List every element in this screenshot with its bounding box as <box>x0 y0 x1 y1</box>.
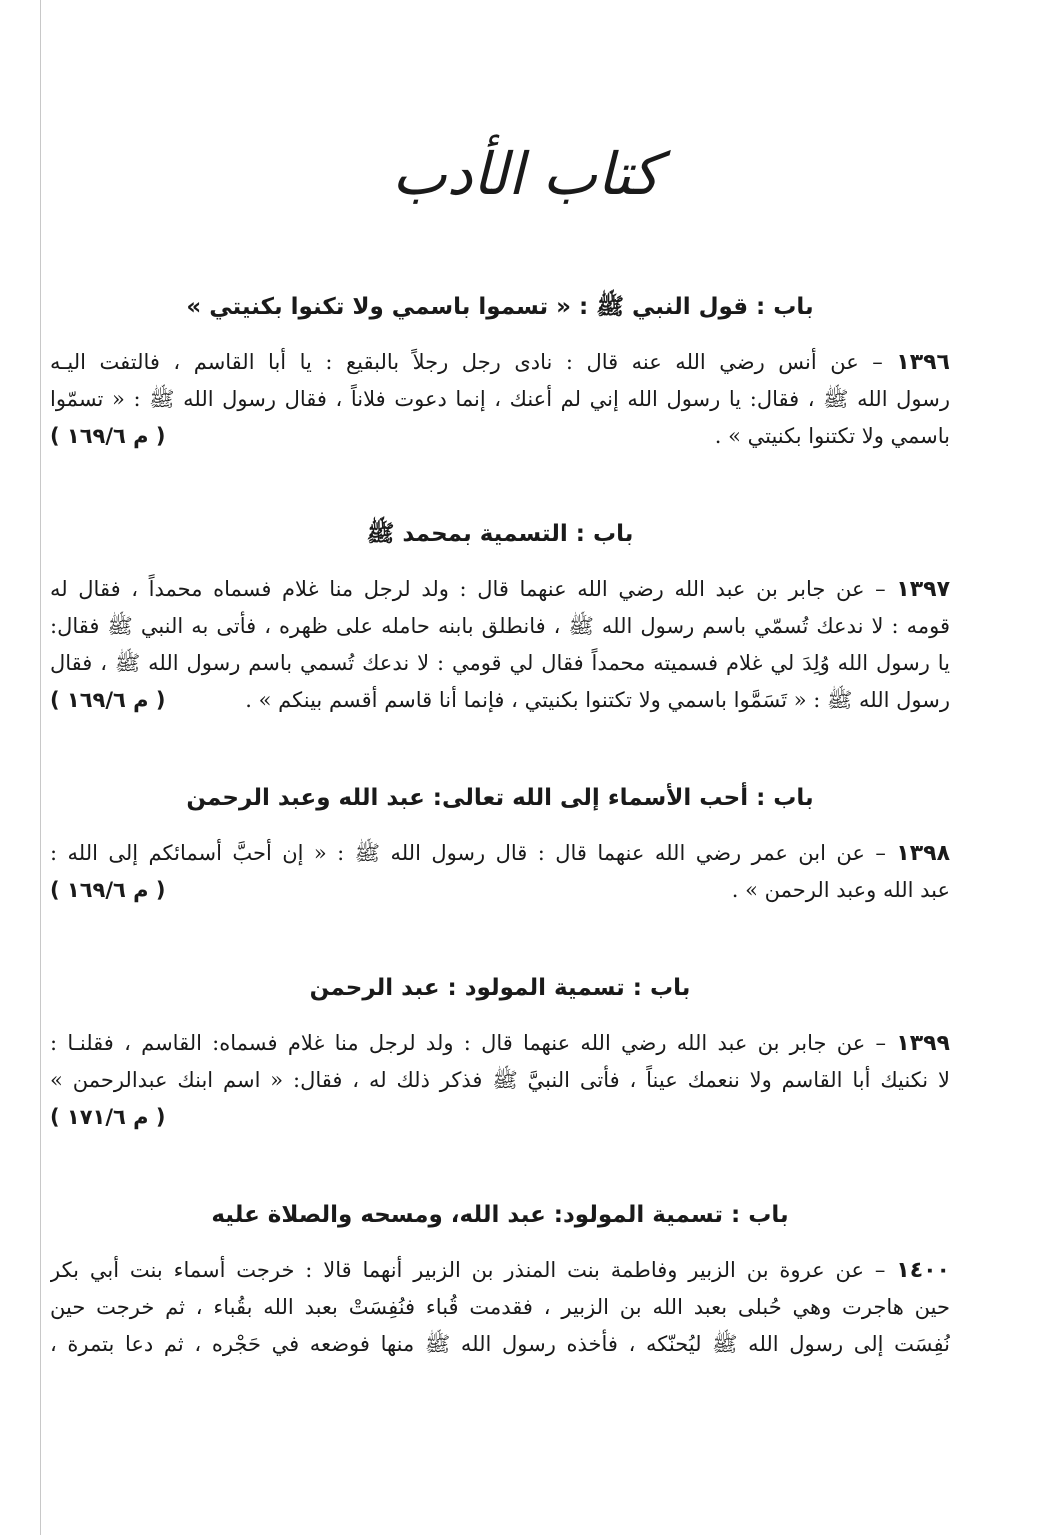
line-text: حين هاجرت وهي حُبلى بعبد الله بن الزبير ، فقدمت قُباء فنُفِسَتْ بعبد الله بقُباء ، ثم خرجت حين <box>50 1295 950 1319</box>
section-1399 <box>50 971 950 1136</box>
hadith-text <box>50 1025 950 1136</box>
chapter-heading: باب : قول النبي ﷺ : « تسموا باسمي ولا تكنوا بكنيتي » <box>186 294 814 320</box>
line-text: – عن أنس رضي الله عنه قال : نادى رجل رجلاً بالبقيع : يا أبا القاسم ، فالتفت اليـه <box>50 350 883 374</box>
hadith-text <box>50 344 950 455</box>
hadith-text <box>50 1252 950 1363</box>
hadith-line <box>50 418 950 455</box>
line-text: – عن عروة بن الزبير وفاطمة بنت المنذر بن الزبير أنهما قالا : خرجت أسماء بنت أبي بكر <box>50 1258 886 1282</box>
hadith-line <box>50 1025 950 1062</box>
hadith-line <box>50 1252 950 1289</box>
hadith-number: ١٤٠٠ <box>896 1258 950 1283</box>
chapter-heading: باب : أحب الأسماء إلى الله تعالى: عبد الله وعبد الرحمن <box>186 785 814 811</box>
hadith-line <box>50 1326 950 1363</box>
hadith-line <box>50 571 950 608</box>
source-reference: ( م ١٦٩/٦ ) <box>50 688 166 712</box>
line-text: – عن جابر بن عبد الله رضي الله عنهما قال : ولد لرجل منا غلام فسماه: القاسم ، فقلنـا : <box>50 1031 887 1055</box>
hadith-number: ١٣٩٦ <box>896 350 950 375</box>
line-text: قومه : لا ندعك تُسمّي باسم رسول الله ﷺ ، فانطلق بابنه حامله على ظهره ، فأتى به النبي ﷺ فقال: <box>50 614 950 638</box>
line-text: نُفِسَت إلى رسول الله ﷺ ليُحنّكه ، فأخذه رسول الله ﷺ منها فوضعه في حَجْره ، ثم دعا بتمرة ، <box>50 1332 950 1356</box>
page-body <box>50 290 950 1425</box>
hadith-line <box>50 1099 950 1136</box>
hadith-line <box>50 835 950 872</box>
hadith-line <box>50 381 950 418</box>
source-reference: ( م ١٧١/٦ ) <box>50 1105 166 1129</box>
line-text: يا رسول الله وُلِدَ لي غلام فسميته محمداً فقال لي قومي : لا ندعك تُسمي باسم رسول الله ﷺ ، فقال <box>50 651 950 675</box>
chapter-heading: باب : تسمية المولود: عبد الله، ومسحه والصلاة عليه <box>211 1202 789 1228</box>
section-1396 <box>50 290 950 455</box>
hadith-number: ١٣٩٨ <box>896 841 950 866</box>
hadith-line <box>50 645 950 682</box>
section-1398 <box>50 781 950 909</box>
line-text: باسمي ولا تكتنوا بكنيتي » . <box>714 424 950 448</box>
scan-margin-line <box>40 0 41 1535</box>
hadith-line <box>50 682 950 719</box>
hadith-line <box>50 1289 950 1326</box>
section-1397 <box>50 517 950 719</box>
line-text: لا نكنيك أبا القاسم ولا ننعمك عيناً ، فأتى النبيَّ ﷺ فذكر ذلك له ، فقال: « اسم ابنك عبدالرحمن » <box>50 1068 950 1092</box>
chapter-heading: باب : التسمية بمحمد ﷺ <box>366 521 634 547</box>
hadith-text <box>50 571 950 719</box>
hadith-line <box>50 608 950 645</box>
hadith-number: ١٣٩٧ <box>896 577 950 602</box>
line-text: – عن ابن عمر رضي الله عنهما قال : قال رسول الله ﷺ : « إن أحبَّ أسمائكم إلى الله : <box>50 841 886 865</box>
section-1400 <box>50 1198 950 1363</box>
hadith-line <box>50 872 950 909</box>
hadith-number: ١٣٩٩ <box>896 1031 950 1056</box>
hadith-text <box>50 835 950 909</box>
line-text: – عن جابر بن عبد الله رضي الله عنهما قال : ولد لرجل منا غلام فسماه محمداً ، فقال له <box>50 577 886 601</box>
book-title: كتاب الأدب <box>392 140 660 208</box>
chapter-heading: باب : تسمية المولود : عبد الرحمن <box>309 975 691 1001</box>
hadith-line <box>50 1062 950 1099</box>
source-reference: ( م ١٦٩/٦ ) <box>50 878 166 902</box>
line-text: رسول الله ﷺ : « تَسَمَّوا باسمي ولا تكتنوا بكنيتي ، فإنما أنا قاسم أقسم بينكم » . <box>245 688 950 712</box>
line-text: عبد الله وعبد الرحمن » . <box>731 878 950 902</box>
line-text: رسول الله ﷺ ، فقال: يا رسول الله إني لم أعنك ، إنما دعوت فلاناً ، فقال رسول الله ﷺ : « تسمّوا <box>50 387 950 411</box>
hadith-line <box>50 344 950 381</box>
source-reference: ( م ١٦٩/٦ ) <box>50 424 166 448</box>
